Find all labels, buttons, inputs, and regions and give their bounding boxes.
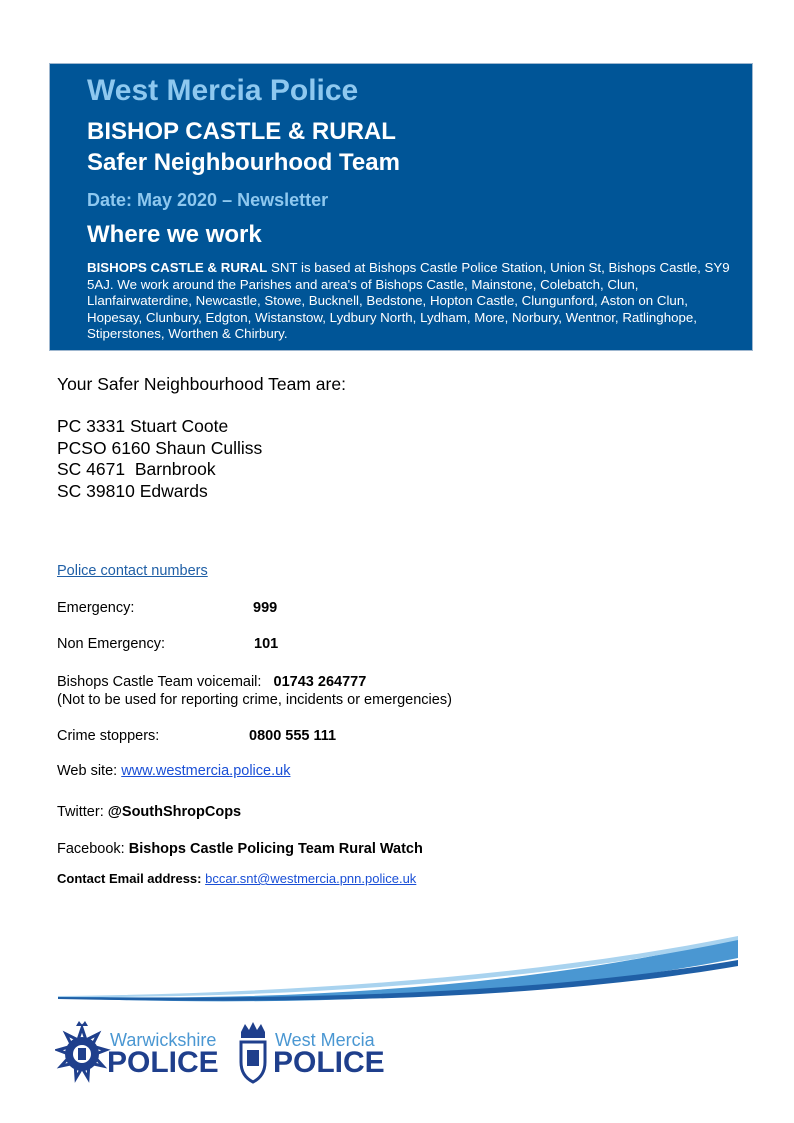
voicemail-row <box>57 673 452 709</box>
newsletter-date: Date: May 2020 – Newsletter <box>87 190 329 210</box>
warwickshire-star-icon <box>58 1021 106 1078</box>
website-link[interactable]: www.westmercia.police.uk <box>121 763 291 779</box>
facebook-page: Bishops Castle Policing Team Rural Watch <box>128 841 423 857</box>
non-emergency-label: Non Emergency: <box>57 636 165 652</box>
section-title: Where we work <box>87 221 262 248</box>
website-label: Web site: <box>57 763 118 779</box>
team-title-line1: BISHOP CASTLE & RURAL <box>87 118 396 145</box>
west-mercia-police-text: POLICE <box>273 1046 385 1079</box>
body-lead: BISHOPS CASTLE & RURAL <box>87 260 268 275</box>
body-text: SNT is based at Bishops Castle Police Station, Union St, Bishops Castle, SY9 5AJ. We work around the Parishes and area's of Bishops Castle, Mainstone, Colebatch, Clun, Llanfairwaterdine, Newcastle, Stowe, Bucknell, Bedstone, Hopton Castle, Clungunford, Aston on Clun, Hopesay, Clunbury, Edgton, Wistanstow, Lydbury North, Lydham, More, Norbury, Wentnor, Ratlinghope, Stiperstones, Worthen & Chirbury. <box>87 260 730 342</box>
warwickshire-police-text: POLICE <box>107 1046 219 1079</box>
voicemail-note: (Not to be used for reporting crime, incidents or emergencies) <box>57 692 452 708</box>
team-list <box>57 416 262 502</box>
facebook-label: Facebook: <box>57 841 125 857</box>
voicemail-label: Bishops Castle Team voicemail: <box>57 674 262 690</box>
team-member: SC 4671 Barnbrook <box>57 459 216 479</box>
team-heading: Your Safer Neighbourhood Team are: <box>57 374 346 394</box>
warwickshire-text: Warwickshire <box>110 1030 217 1050</box>
contact-numbers-heading[interactable]: Police contact numbers <box>57 563 208 579</box>
email-link[interactable]: bccar.snt@westmercia.pnn.police.uk <box>205 871 417 886</box>
facebook-row <box>57 841 423 857</box>
emergency-label: Emergency: <box>57 600 135 616</box>
crimestoppers-number: 0800 555 111 <box>249 728 337 744</box>
crimestoppers-row <box>57 728 337 744</box>
west-mercia-crest-icon <box>241 1022 265 1082</box>
team-member: SC 39810 Edwards <box>57 480 208 501</box>
decorative-swoosh <box>0 930 794 1010</box>
header-banner <box>49 63 753 351</box>
website-row <box>57 763 290 779</box>
west-mercia-text: West Mercia <box>275 1030 375 1050</box>
email-label: Contact Email address: <box>57 871 202 886</box>
police-logos <box>55 1020 415 1084</box>
twitter-label: Twitter: <box>57 804 104 820</box>
where-we-work-text <box>87 260 743 343</box>
team-title-line2: Safer Neighbourhood Team <box>87 149 400 176</box>
team-member: PC 3331 Stuart Coote <box>57 416 229 436</box>
voicemail-number: 01743 264777 <box>273 674 367 690</box>
non-emergency-number: 101 <box>254 636 279 652</box>
emergency-number: 999 <box>253 600 278 616</box>
emergency-row <box>57 600 278 616</box>
email-row <box>57 871 416 886</box>
non-emergency-row <box>57 636 279 652</box>
twitter-row <box>57 804 241 820</box>
org-name: West Mercia Police <box>87 74 359 107</box>
team-member: PCSO 6160 Shaun Culliss <box>57 437 263 458</box>
crimestoppers-label: Crime stoppers: <box>57 728 160 744</box>
twitter-handle: @SouthShropCops <box>107 804 242 820</box>
